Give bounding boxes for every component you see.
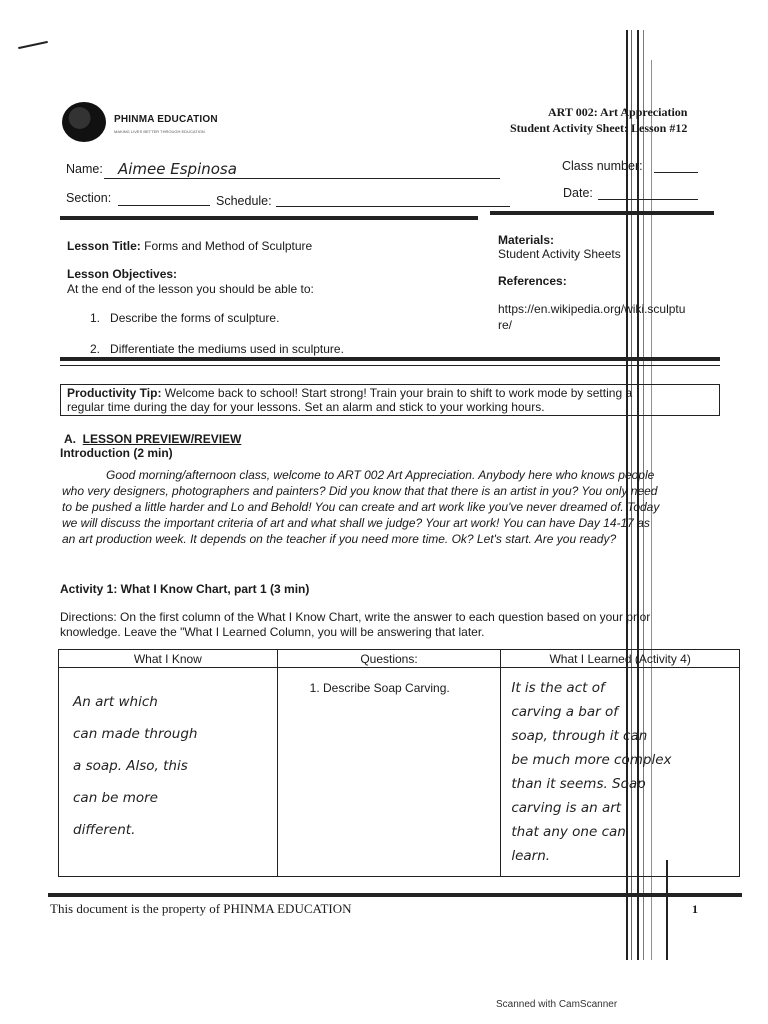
section-letter: A. xyxy=(64,432,76,446)
what-i-learned-cell[interactable] xyxy=(501,668,740,877)
section-a-heading xyxy=(64,432,241,447)
objective-item xyxy=(90,342,344,357)
handwritten-line: learn. xyxy=(511,848,551,864)
objective-number: 1. xyxy=(90,311,101,325)
section-field[interactable] xyxy=(118,205,210,206)
phinma-logo-icon xyxy=(62,102,106,142)
tip-text: Welcome back to school! Start strong! Train your brain to shift to work mode by setting a xyxy=(164,386,633,400)
activity-directions-line: Directions: On the first column of the What I Know Chart, write the answer to each question based on your prior xyxy=(60,610,651,624)
objective-item xyxy=(90,311,279,326)
column-header: What I Know xyxy=(59,650,278,668)
intro-paragraph-line: we will discuss the important criteria of art and what shall we judge? Your art work! You can have Day 14-17 as xyxy=(62,516,650,530)
column-header: What I Learned (Activity 4) xyxy=(501,650,740,668)
intro-paragraph-line: who very designers, photographers and painters? Did you know that that there is an artist in you? You only need xyxy=(62,484,658,498)
activity-directions-line: knowledge. Leave the "What I Learned Column, you will be answering that later. xyxy=(60,625,485,639)
introduction-heading: Introduction (2 min) xyxy=(60,446,173,460)
handwritten-line: It is the act of xyxy=(511,680,605,696)
references-label: References: xyxy=(498,274,567,288)
intro-paragraph-line: Good morning/afternoon class, welcome to ART 002 Art Appreciation. Anybody here who knows people xyxy=(106,468,655,482)
materials-label: Materials: xyxy=(498,233,555,247)
handwritten-line: than it seems. Soap xyxy=(511,776,646,792)
handwritten-answer xyxy=(511,676,671,868)
objective-number: 2. xyxy=(90,342,101,356)
column-header: Questions: xyxy=(277,650,501,668)
sheet-title: Student Activity Sheet: Lesson #12 xyxy=(510,121,688,135)
intro-paragraph-line: to be pushed a little harder and Lo and Behold! You can create and art work like you've never dreamed of. Today xyxy=(62,500,660,514)
section-label: Section: xyxy=(66,191,112,205)
handwritten-line: different. xyxy=(73,822,136,838)
intro-paragraph-line: an art production week. It depends on the teacher if you need more time. Ok? Let's start. Are you ready? xyxy=(62,532,617,546)
objective-text: Describe the forms of sculpture. xyxy=(110,311,280,325)
scan-mark xyxy=(18,41,48,49)
handwritten-answer xyxy=(73,686,197,846)
section-heading-text: LESSON PREVIEW/REVIEW xyxy=(82,432,242,446)
tip-label: Productivity Tip: xyxy=(67,386,162,400)
date-field[interactable] xyxy=(598,199,698,200)
name-line xyxy=(104,178,500,179)
handwritten-line: can made through xyxy=(73,726,198,742)
chart-header-row xyxy=(59,650,740,668)
objective-text: Differentiate the mediums used in sculpture. xyxy=(110,342,344,356)
handwritten-line: can be more xyxy=(73,790,158,806)
materials-value: Student Activity Sheets xyxy=(498,247,621,261)
references-link[interactable]: https://en.wikipedia.org/wiki.sculptu xyxy=(498,302,686,316)
org-name: PHINMA EDUCATION xyxy=(114,114,218,125)
chart-row xyxy=(59,668,740,877)
tip-line-2: regular time during the day for your lessons. Set an alarm and stick to your working hours. xyxy=(67,400,545,414)
footer-text: This document is the property of PHINMA EDUCATION xyxy=(50,901,352,916)
lesson-divider-thin xyxy=(60,365,720,366)
lesson-title-label: Lesson Title: xyxy=(67,239,141,253)
handwritten-line: be much more complex xyxy=(511,752,672,768)
date-label: Date: xyxy=(563,186,593,200)
course-title: ART 002: Art Appreciation xyxy=(548,105,688,119)
schedule-label: Schedule: xyxy=(216,194,272,208)
lesson-divider xyxy=(60,357,720,361)
footer-divider xyxy=(48,893,742,897)
what-i-know-cell[interactable] xyxy=(59,668,278,877)
activity-1-title: Activity 1: What I Know Chart, part 1 (3 min) xyxy=(60,582,310,596)
question-cell xyxy=(277,668,501,877)
handwritten-line: that any one can xyxy=(511,824,626,840)
handwritten-line: soap, through it can xyxy=(511,728,648,744)
scanner-watermark: Scanned with CamScanner xyxy=(496,999,618,1010)
page-number: 1 xyxy=(692,902,698,916)
objectives-intro: At the end of the lesson you should be able to: xyxy=(67,282,314,296)
objectives-label: Lesson Objectives: xyxy=(67,267,178,281)
class-number-label: Class number: xyxy=(562,159,643,173)
header-divider xyxy=(490,211,714,215)
name-value[interactable]: Aimee Espinosa xyxy=(118,160,237,178)
header-divider xyxy=(60,216,478,220)
lesson-title-row xyxy=(67,239,312,254)
references-link-cont[interactable]: re/ xyxy=(498,318,513,332)
org-tagline: MAKING LIVES BETTER THROUGH EDUCATION xyxy=(114,129,205,134)
what-i-know-chart xyxy=(58,649,740,877)
question-text: 1. Describe Soap Carving. xyxy=(309,681,450,695)
class-number-field[interactable] xyxy=(654,172,698,173)
productivity-tip-box xyxy=(60,384,720,416)
name-label: Name: xyxy=(66,162,103,176)
tip-line-1 xyxy=(67,386,632,401)
handwritten-line: carving is an art xyxy=(511,800,622,816)
schedule-field[interactable] xyxy=(276,206,510,207)
lesson-title-value: Forms and Method of Sculpture xyxy=(144,239,313,253)
handwritten-line: carving a bar of xyxy=(511,704,619,720)
handwritten-line: a soap. Also, this xyxy=(73,758,188,774)
handwritten-line: An art which xyxy=(73,694,158,710)
